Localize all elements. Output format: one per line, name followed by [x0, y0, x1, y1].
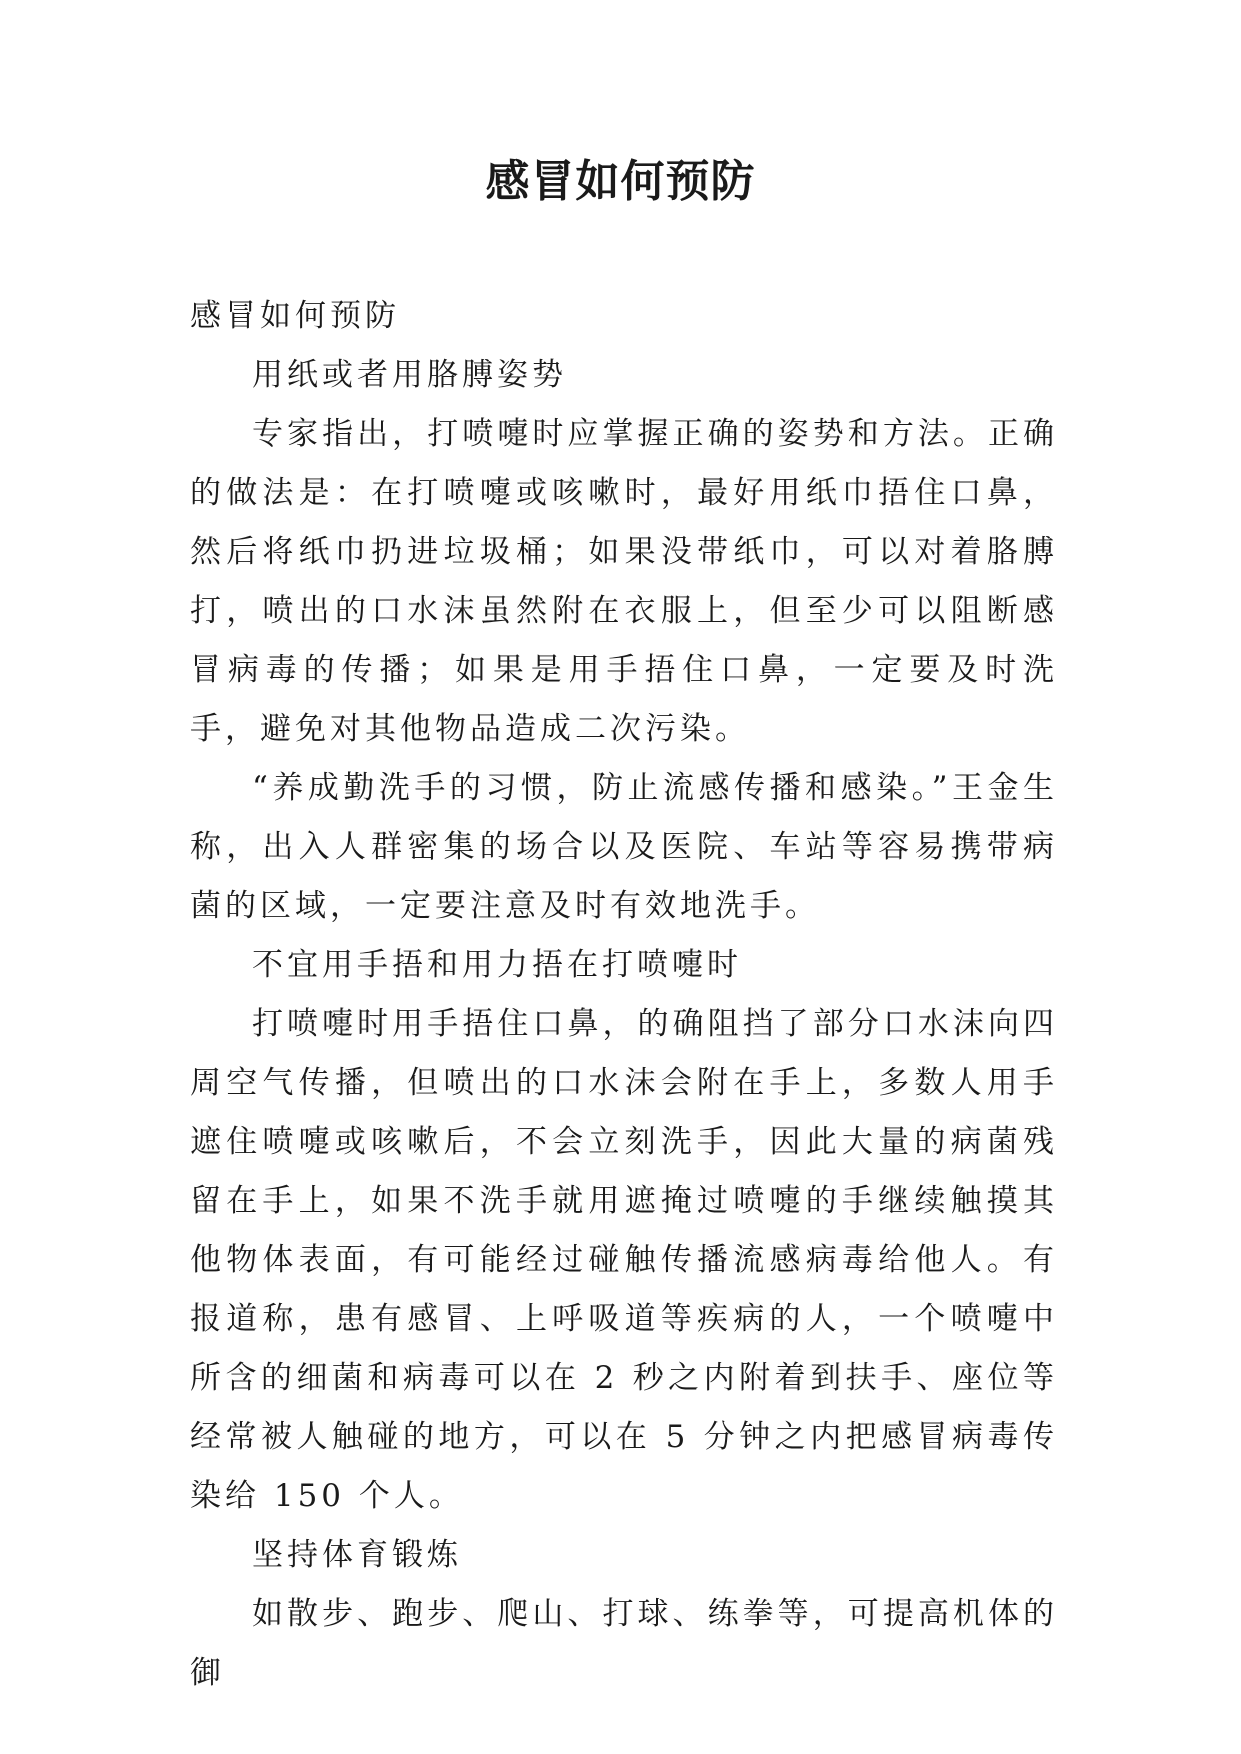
paragraph-heading: 感冒如何预防: [190, 298, 400, 334]
paragraph: 专家指出，打喷嚏时应掌握正确的姿势和方法。正确的做法是：在打喷嚏或咳嗽时，最好用纸巾捂住口鼻，然后将纸巾扔进垃圾桶；如果没带纸巾，可以对着胳膊打，喷出的口水沫虽然附在衣服上，但至少可以阻断感冒病毒的传播；如果是用手捂住口鼻，一定要及时洗手，避免对其他物品造成二次污染。: [190, 416, 1058, 747]
section-heading: 坚持体育锻炼: [252, 1537, 462, 1573]
document-body: [190, 287, 1058, 1703]
paragraph: 打喷嚏时用手捂住口鼻，的确阻挡了部分口水沫向四周空气传播，但喷出的口水沫会附在手上，多数人用手遮住喷嚏或咳嗽后，不会立刻洗手，因此大量的病菌残留在手上，如果不洗手就用遮掩过喷嚏的手继续触摸其他物体表面，有可能经过碰触传播流感病毒给他人。有报道称，患有感冒、上呼吸道等疾病的人，一个喷嚏中所含的细菌和病毒可以在 2 秒之内附着到扶手、座位等经常被人触碰的地方，可以在 5 分钟之内把感冒病毒传染给 150 个人。: [190, 1006, 1058, 1514]
section-heading: 用纸或者用胳膊姿势: [252, 357, 567, 393]
paragraph: 如散步、跑步、爬山、打球、练拳等，可提高机体的御: [190, 1596, 1058, 1691]
section-heading: 不宜用手捂和用力捂在打喷嚏时: [252, 947, 742, 983]
document-title: 感冒如何预防: [485, 156, 756, 207]
paragraph: “养成勤洗手的习惯，防止流感传播和感染。”王金生称，出入人群密集的场合以及医院、车站等容易携带病菌的区域，一定要注意及时有效地洗手。: [190, 770, 1058, 924]
